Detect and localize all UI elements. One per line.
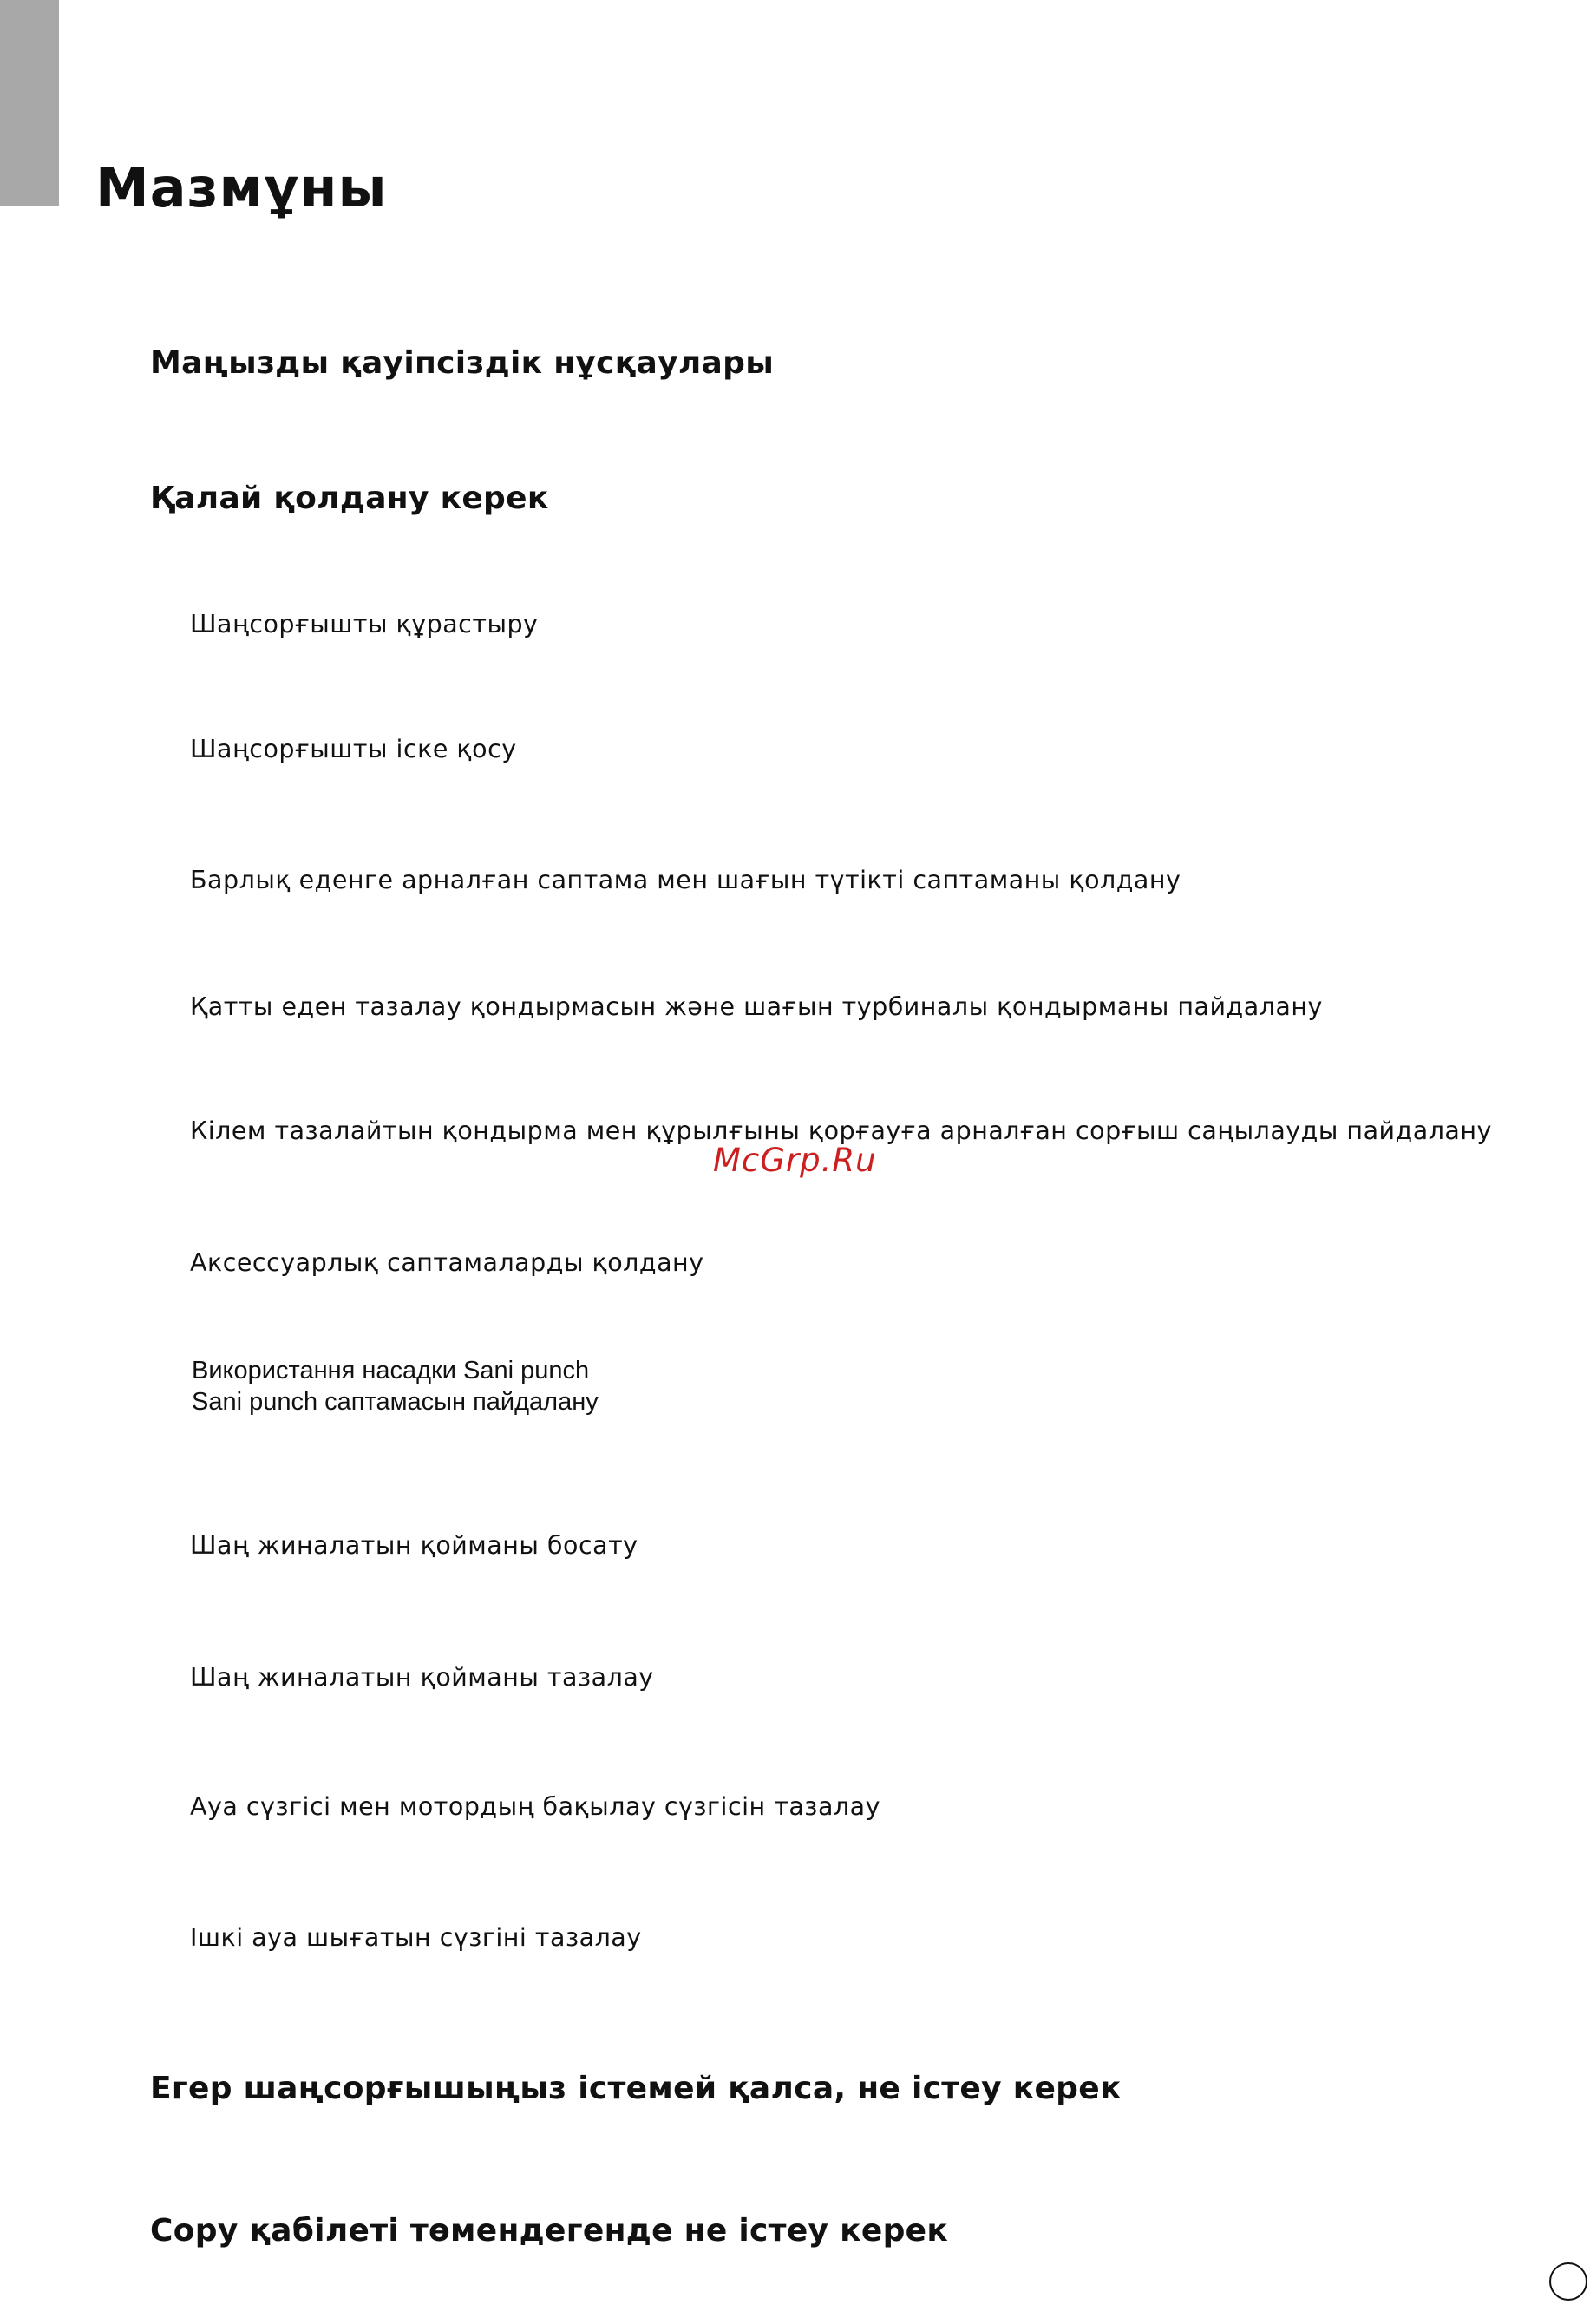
page-number-circle — [1549, 2262, 1587, 2301]
toc-item-empty-container[interactable]: Шаң жиналатын қойманы босату — [190, 1531, 638, 1560]
toc-section-how-to-use[interactable]: Қалай қолдану керек — [150, 481, 549, 516]
toc-item-assembly[interactable]: Шаңсорғышты құрастыру — [190, 610, 539, 638]
toc-section-not-working[interactable]: Егер шаңсорғышыңыз істемей қалса, не істеу керек — [150, 2071, 1122, 2106]
watermark: McGrp.Ru — [713, 1142, 877, 1179]
sani-punch-line-1: Використання насадки Sani punch — [192, 1357, 590, 1385]
toc-item-sani-punch[interactable] — [192, 1355, 599, 1417]
toc-section-safety[interactable]: Маңызды қауіпсіздік нұсқаулары — [150, 345, 775, 381]
toc-item-hard-floor[interactable]: Қатты еден тазалау қондырмасын және шағын турбиналы қондырманы пайдалану — [190, 992, 1323, 1021]
toc-item-air-filter[interactable]: Ауа сүзгісі мен мотордың бақылау сүзгісін тазалау — [190, 1792, 880, 1821]
toc-item-start[interactable]: Шаңсорғышты іске қосу — [190, 735, 517, 763]
sani-punch-line-2: Sani punch саптамасын пайдалану — [192, 1388, 599, 1416]
toc-section-suction-drop[interactable]: Сору қабілеті төмендегенде не істеу керек — [150, 2213, 949, 2249]
page-title: Мазмұны — [95, 156, 388, 219]
toc-item-clean-container[interactable]: Шаң жиналатын қойманы тазалау — [190, 1663, 654, 1692]
toc-item-exhaust-filter[interactable]: Ішкі ауа шығатын сүзгіні тазалау — [190, 1923, 642, 1952]
toc-item-accessories[interactable]: Аксессуарлық саптамаларды қолдану — [190, 1248, 704, 1277]
toc-item-carpet[interactable]: Кілем тазалайтын қондырма мен құрылғыны қорғауға арналған сорғыш саңылауды пайдалану — [190, 1116, 1492, 1145]
chapter-side-tab — [0, 0, 59, 206]
toc-item-floor-nozzle[interactable]: Барлық еденге арналған саптама мен шағын түтікті саптаманы қолдану — [190, 866, 1181, 894]
